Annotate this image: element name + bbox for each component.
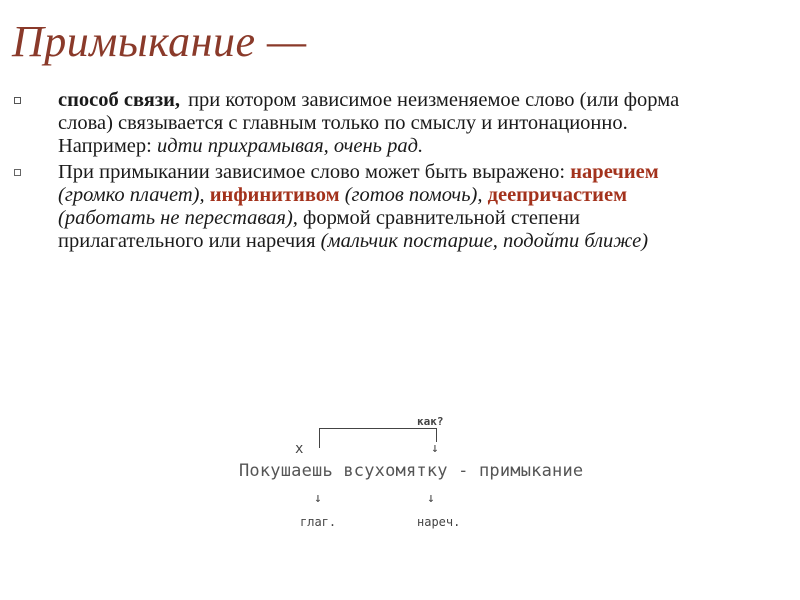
syntax-diagram [234,405,674,545]
bullet-text-2 [58,161,688,253]
example-sentence: Покушаешь всухомятку - примыкание [239,461,584,481]
bullet-text-1 [58,89,688,158]
arrow-down-icon: ↓ [314,491,322,506]
bullet-list [14,89,694,256]
comparative-text: формой сравнительной степени прилагательного или наречия [58,207,581,252]
main-word-mark: x [295,441,304,457]
term-lead: способ связи, [58,89,181,111]
term-gerund: деепричастием [487,184,628,206]
connector-horizontal [319,428,437,429]
example-comparative: (мальчик постарше, подойти ближе) [320,230,649,252]
label-verb: глаг. [300,515,337,529]
arrow-down-icon: ↓ [431,441,439,456]
definition-text: при котором зависимое неизменяемое слово (или форма слова) связывается с главным только по смыслу и интонационно. Например: [58,89,680,157]
intro-text: При примыкании зависимое слово может быть выражено: [58,161,571,183]
label-adverb: нареч. [417,515,461,529]
example-infinitive: (готов помочь), [339,184,488,206]
term-adverb: наречием [570,161,659,183]
bullet-item-1 [14,89,694,158]
example-gerund: (работать не переставая), [58,207,298,229]
connector-right [436,428,437,442]
arrow-down-icon: ↓ [427,491,435,506]
question-label: как? [417,415,444,428]
bullet-marker [14,169,21,176]
term-infinitive: инфинитивом [209,184,340,206]
slide-title: Примыкание — [12,17,307,66]
bullet-marker [14,97,21,104]
connector-left [319,428,320,448]
example-adverb: (громко плачет), [58,184,210,206]
bullet-item-2 [14,161,694,253]
example-text: идти прихрамывая, очень рад. [156,135,424,157]
